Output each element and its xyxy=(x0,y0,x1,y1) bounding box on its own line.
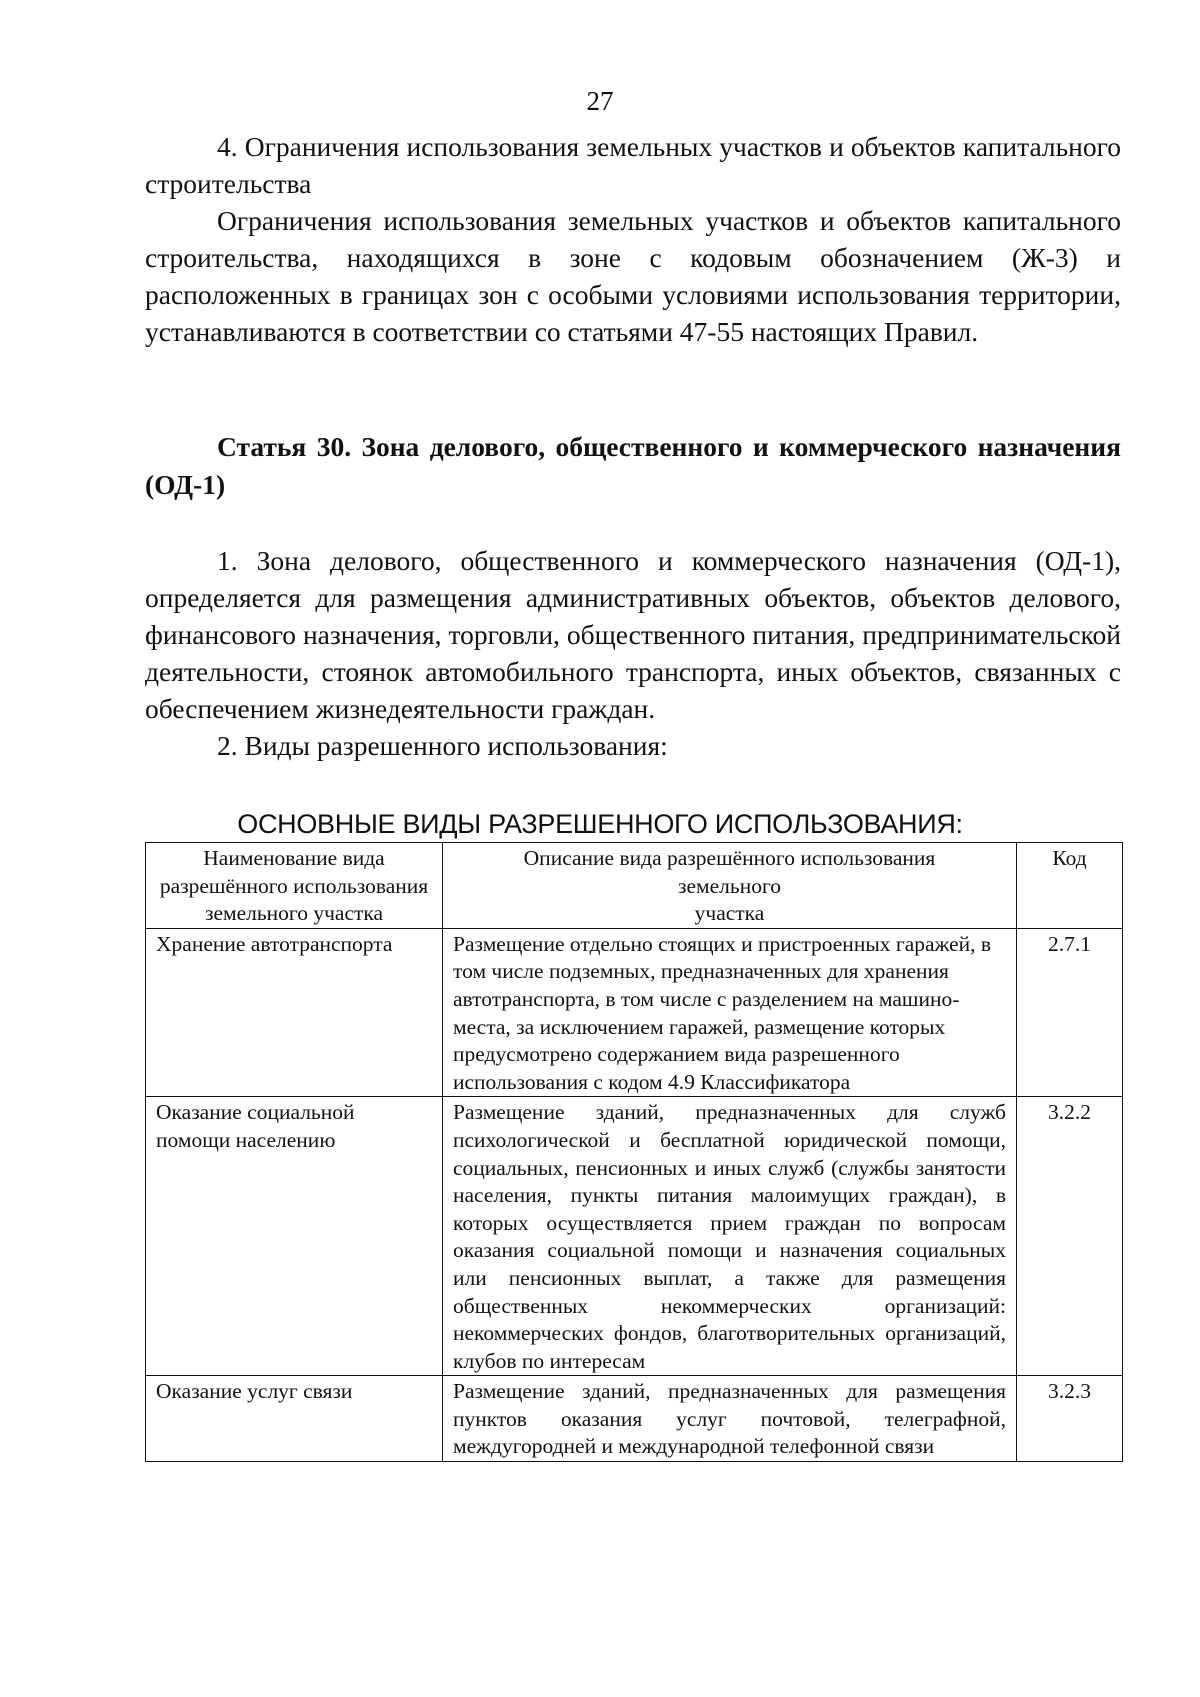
section-4-title: 4. Ограничения использования земельных участков и объектов капитального строительства xyxy=(145,131,1121,199)
use-code: 3.2.2 xyxy=(1017,1097,1123,1376)
header-description-line: участка xyxy=(694,901,765,926)
table-header-row xyxy=(146,843,1123,929)
header-name: Наименование вида разрешённого использования земельного участка xyxy=(146,843,443,929)
table-row xyxy=(146,1097,1123,1376)
table-row xyxy=(146,928,1123,1097)
page-number: 27 xyxy=(586,86,614,116)
use-name: Хранение автотранспорта xyxy=(146,928,443,1097)
use-name: Оказание социальной помощи населению xyxy=(146,1097,443,1376)
header-code: Код xyxy=(1017,843,1123,929)
section-4-body: Ограничения использования земельных участков и объектов капитального строительства, находящихся в зоне с кодовым обозначением (Ж-3) и расположенных в границах зон с особыми условиями использования территории, устанавливаются в соответствии со статьями 47-55 настоящих Правил. xyxy=(145,205,1121,347)
use-name: Оказание услуг связи xyxy=(146,1376,443,1462)
use-description: Размещение зданий, предназначенных для размещения пунктов оказания услуг почтовой, телеграфной, междугородней и международной телефонной связи xyxy=(443,1376,1017,1462)
article-paragraph-1: 1. Зона делового, общественного и коммерческого назначения (ОД-1), определяется для размещения административных объектов, объектов делового, финансового назначения, торговли, общественного питания, предпринимательской деятельности, стоянок автомобильного транспорта, иных объектов, связанных с обеспечением жизнедеятельности граждан. xyxy=(145,545,1121,724)
header-description-line: земельного xyxy=(677,873,781,898)
use-code: 3.2.3 xyxy=(1017,1376,1123,1462)
article-heading: Статья 30. Зона делового, общественного и коммерческого назначения (ОД-1) xyxy=(145,431,1121,500)
table-row xyxy=(146,1376,1123,1462)
article-paragraph-2: 2. Виды разрешенного использования: xyxy=(217,730,668,761)
use-description: Размещение отдельно стоящих и пристроенных гаражей, в том числе подземных, предназначенных для хранения автотранспорта, в том числе с разделением на машино-места, за исключением гаражей, размещение которых предусмотрено содержанием вида разрешенного использования с кодом 4.9 Классификатора xyxy=(443,928,1017,1097)
use-description: Размещение зданий, предназначенных для служб психологической и бесплатной юридической помощи, социальных, пенсионных и иных служб (службы занятости населения, пункты питания малоимущих граждан), в которых осуществляется прием граждан по вопросам оказания социальной помощи и назначения социальных или пенсионных выплат, а также для размещения общественных некоммерческих организаций: некоммерческих фондов, благотворительных организаций, клубов по интересам xyxy=(443,1097,1017,1376)
header-description xyxy=(443,843,1017,929)
permitted-uses-table xyxy=(145,842,1123,1462)
use-code: 2.7.1 xyxy=(1017,928,1123,1097)
table-title: ОСНОВНЫЕ ВИДЫ РАЗРЕШЕННОГО ИСПОЛЬЗОВАНИЯ: xyxy=(237,809,963,839)
header-description-line: Описание вида разрешённого использования xyxy=(523,846,936,870)
